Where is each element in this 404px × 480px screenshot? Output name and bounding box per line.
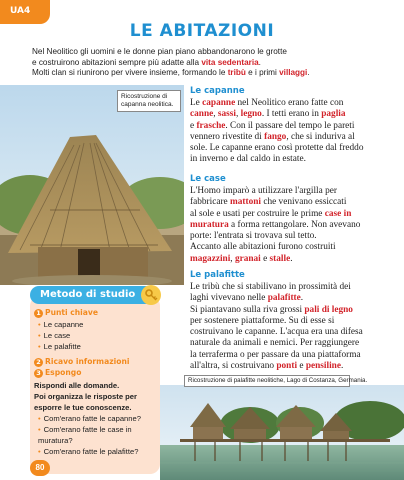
highlight: legno xyxy=(240,109,262,120)
text-line: in inverno e dal caldo in estate. xyxy=(190,154,306,165)
text-line xyxy=(190,305,390,316)
list-item: • Com'erano fatte le case in muratura? xyxy=(38,424,160,446)
highlight: stalle xyxy=(269,253,291,264)
text: , xyxy=(236,109,241,120)
section-title-palafitte: Le palafitte xyxy=(190,270,245,280)
text: Le xyxy=(190,98,203,108)
page-title: LE ABITAZIONI xyxy=(129,21,275,41)
text-line: Le tribù che si stabilivano in prossimità dei xyxy=(190,282,351,292)
text-line xyxy=(190,98,380,109)
highlight: sassi xyxy=(217,109,236,120)
text: , xyxy=(230,253,235,264)
text-line xyxy=(190,220,380,231)
section-title-case: Le case xyxy=(190,174,226,184)
intro-line-2 xyxy=(32,58,377,69)
intro-line-3 xyxy=(32,68,377,79)
text-line xyxy=(190,361,390,372)
text: nel Neolitico erano fatte con xyxy=(235,98,344,108)
text: e xyxy=(297,361,306,372)
step-present xyxy=(34,368,81,378)
unit-label: UA4 xyxy=(10,6,31,16)
text-line: la terraferma o per passare da una piattaforma xyxy=(190,349,361,360)
intro-text: . xyxy=(258,57,261,67)
method-label xyxy=(30,286,154,304)
highlight: fango xyxy=(264,131,287,142)
intro-text: e i primi xyxy=(245,68,280,78)
highlight: capanne xyxy=(202,98,236,108)
text-line: porte: l'entrata si trovava sul tetto. xyxy=(190,231,317,242)
step-number: 3 xyxy=(34,369,43,378)
intro-highlight: villaggi xyxy=(279,68,308,78)
step-title: Espongo xyxy=(45,368,82,377)
text: fabbricare xyxy=(190,197,230,208)
text-line: L'Homo imparò a utilizzare l'argilla per xyxy=(190,186,337,196)
intro-highlight: tribù xyxy=(227,68,246,78)
neolithic-hut-photo xyxy=(0,85,184,285)
text-line: naturale da animali e nemici. Per raggiungere xyxy=(190,338,360,349)
highlight: pensiline xyxy=(305,361,341,372)
highlight: frasche xyxy=(196,120,226,131)
intro-highlight: vita sedentaria xyxy=(201,57,259,67)
text-line xyxy=(190,293,390,304)
intro-text: . xyxy=(307,68,310,78)
key-icon xyxy=(140,284,162,306)
list-item: • Le palafitte xyxy=(38,341,83,352)
highlight: case in xyxy=(324,208,352,219)
text: , che si induriva al xyxy=(286,131,355,142)
intro-text: Molti clan si riunirono per vivere insieme, formando le xyxy=(32,68,228,78)
text: Si piantavano sulla riva grossi xyxy=(190,304,305,315)
highlight: paglia xyxy=(321,109,346,120)
text: . Con il passare del tempo le pareti xyxy=(225,120,355,131)
step-key-points xyxy=(34,308,98,318)
section-title-capanne: Le capanne xyxy=(190,86,245,96)
highlight: mattoni xyxy=(230,197,261,208)
list-item: • Com'erano fatte le palafitte? xyxy=(38,446,160,457)
hut-caption: Ricostruzione di capanna neolitica. xyxy=(117,90,181,112)
text: e xyxy=(190,120,197,131)
list-item: • Com'erano fatte le capanne? xyxy=(38,413,160,424)
highlight: magazzini xyxy=(190,253,231,264)
highlight: pali di legno xyxy=(304,304,353,315)
intro-line-1: Nel Neolitico gli uomini e le donne pian piano abbandonarono le grotte xyxy=(32,47,287,56)
text: . xyxy=(300,293,304,304)
lake-caption: Ricostruzione di palafitte neolitiche, Lago di Costanza, Germania. xyxy=(184,375,350,387)
text-line: Accanto alle abitazioni furono costruiti xyxy=(190,242,336,253)
step-title: Ricavo informazioni xyxy=(45,357,130,366)
highlight: ponti xyxy=(276,361,298,372)
text: che venivano essiccati xyxy=(261,197,347,208)
step-title: Punti chiave xyxy=(45,308,98,317)
section-text-palafitte xyxy=(190,282,390,372)
step-gather-info xyxy=(34,357,129,367)
text: laghi vivevano nelle xyxy=(190,293,268,304)
task-line: Rispondi alle domande. xyxy=(34,381,120,390)
intro-paragraph xyxy=(32,47,377,79)
text-line: per sostenere piattaforme. Su di esse si xyxy=(190,315,335,326)
section-text-case xyxy=(190,186,380,265)
task-line: Poi organizza le risposte per esporre le tue conoscenze. xyxy=(34,392,137,412)
text: . xyxy=(340,361,344,372)
highlight: muratura xyxy=(190,219,229,230)
text: , xyxy=(213,109,218,120)
text-line xyxy=(190,197,380,208)
text: a forma rettangolare. Non avevano xyxy=(228,219,361,230)
section-text-capanne xyxy=(190,98,380,166)
text-line xyxy=(190,109,380,120)
highlight: granai xyxy=(234,253,261,264)
list-item: • Le case xyxy=(38,330,83,341)
step-number: 1 xyxy=(34,309,43,318)
list-item: • Le capanne xyxy=(38,319,83,330)
text: al sole e usati per costruire le prime xyxy=(190,208,325,219)
text-line xyxy=(190,254,380,265)
intro-text: e costruirono abitazioni sempre più adatte alla xyxy=(32,57,202,67)
text: e xyxy=(260,253,270,264)
lake-dwellings-photo xyxy=(0,385,404,480)
text-line xyxy=(190,121,380,132)
text: . xyxy=(290,253,293,264)
text-line: sole. Le capanne erano così protette dal freddo xyxy=(190,143,364,154)
text-line xyxy=(190,132,380,143)
method-label-text: Metodo di studio xyxy=(40,289,136,300)
text: all'altra, si costruivano xyxy=(190,361,277,372)
text: . I tetti erano in xyxy=(261,109,322,120)
text: vennero rivestite di xyxy=(190,131,265,142)
highlight: palafitte xyxy=(267,293,301,304)
text-line xyxy=(190,209,380,220)
text-line: costruivano le capanne. L'acqua era una difesa xyxy=(190,327,363,338)
step-number: 2 xyxy=(34,358,43,367)
highlight: canne xyxy=(190,109,214,120)
key-points-list xyxy=(38,319,83,352)
page-number: 80 xyxy=(30,460,50,476)
